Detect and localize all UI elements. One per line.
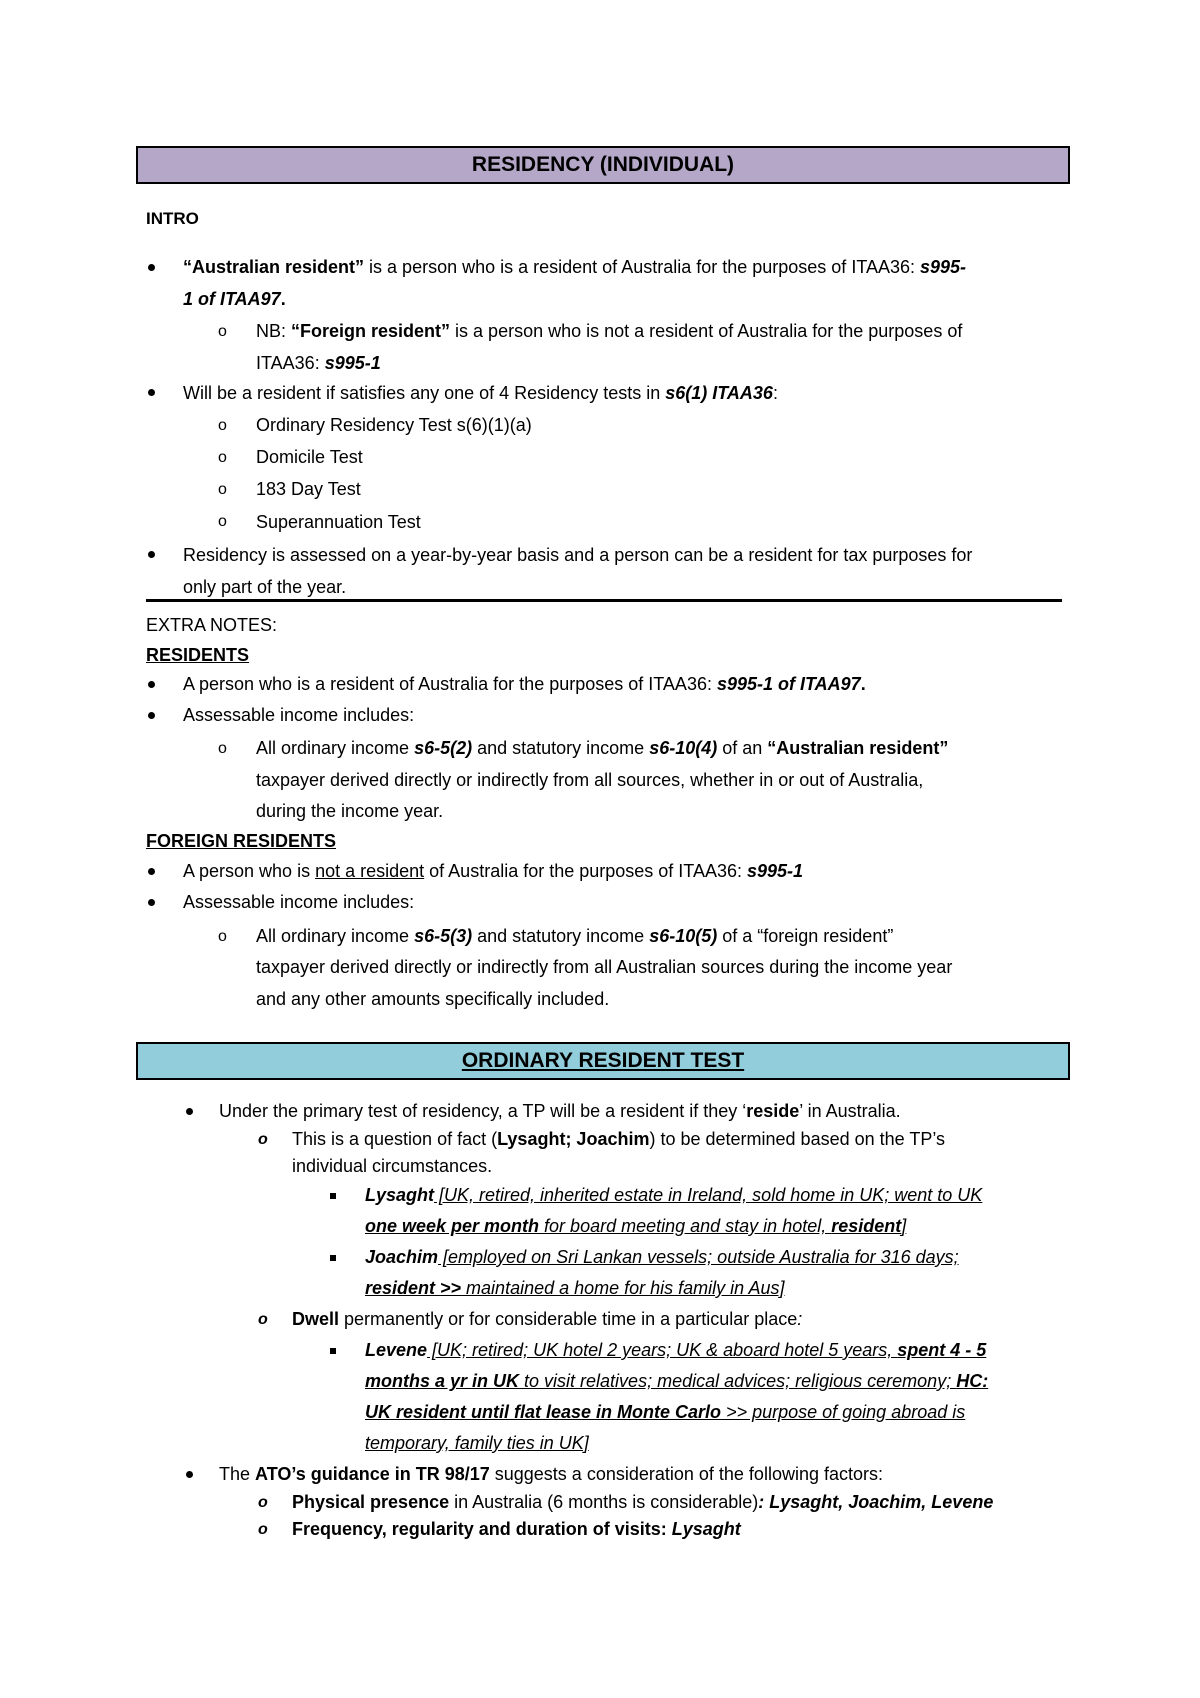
case-lysaght-cont: one week per month for board meeting and stay in hotel, resident] [365,1216,907,1236]
factor-physical-presence: Physical presence in Australia (6 months is considerable): Lysaght, Joachim, Levene [292,1492,994,1512]
foreign-bullet-1: A person who is not a resident of Australia for the purposes of ITAA36: s995-1 [183,861,804,881]
bullet-icon [148,551,155,558]
square-bullet-icon [330,1255,336,1261]
sub-bullet-icon: o [218,323,227,340]
bullet-icon [148,681,155,688]
bullet-icon [148,712,155,719]
test-item: Ordinary Residency Test s(6)(1)(a) [256,415,532,435]
residents-sub-bullet-cont: taxpayer derived directly or indirectly from all sources, whether in or out of Australia, [256,770,924,790]
test-item: 183 Day Test [256,479,361,499]
ord-bullet-1: Under the primary test of residency, a TP will be a resident if they ‘reside’ in Australia. [219,1101,901,1121]
ord-sub-1-cont: individual circumstances. [292,1156,493,1176]
sub-bullet-icon: o [218,417,227,434]
foreign-sub-bullet-cont: and any other amounts specifically included. [256,989,610,1009]
foreign-sub-bullet-cont: taxpayer derived directly or indirectly from all Australian sources during the income year [256,957,953,977]
sub-bullet-icon: o [258,1521,268,1538]
bullet-icon [148,389,155,396]
ord-sub-1: This is a question of fact (Lysaght; Joachim) to be determined based on the TP’s [292,1129,945,1149]
sub-bullet-icon: o [218,928,227,945]
case-joachim: Joachim [employed on Sri Lankan vessels; outside Australia for 316 days; [365,1247,959,1267]
residents-sub-bullet-cont: during the income year. [256,801,444,821]
extra-notes-heading: EXTRA NOTES: [146,615,278,635]
sub-bullet-icon: o [258,1131,268,1148]
factor-frequency: Frequency, regularity and duration of visits: Lysaght [292,1519,741,1539]
intro-bullet-3: Residency is assessed on a year-by-year basis and a person can be a resident for tax purposes for [183,545,973,565]
case-joachim-cont: resident >> maintained a home for his family in Aus] [365,1278,785,1298]
residents-sub-bullet: All ordinary income s6-5(2) and statutory income s6-10(4) of an “Australian resident” [256,738,949,758]
divider-rule [146,599,1062,602]
residents-bullet-1: A person who is a resident of Australia for the purposes of ITAA36: s995-1 of ITAA97. [183,674,866,694]
bullet-icon [148,264,155,271]
ord-sub-2: Dwell permanently or for considerable time in a particular place: [292,1309,803,1329]
foreign-residents-heading: FOREIGN RESIDENTS [146,831,337,851]
sub-bullet-icon: o [218,513,227,530]
case-levene-cont: temporary, family ties in UK] [365,1433,589,1453]
foreign-bullet-2: Assessable income includes: [183,892,415,912]
case-lysaght: Lysaght [UK, retired, inherited estate in Ireland, sold home in UK; went to UK [365,1185,983,1205]
residents-heading: RESIDENTS [146,645,250,665]
case-levene-cont: UK resident until flat lease in Monte Carlo >> purpose of going abroad is [365,1402,966,1422]
bullet-icon [186,1471,193,1478]
bullet-icon [148,868,155,875]
test-item: Domicile Test [256,447,363,467]
intro-bullet-3-cont: only part of the year. [183,577,347,597]
ord-bullet-2: The ATO’s guidance in TR 98/17 suggests a consideration of the following factors: [219,1464,883,1484]
square-bullet-icon [330,1348,336,1354]
case-levene: Levene [UK; retired; UK hotel 2 years; UK & aboard hotel 5 years, spent 4 - 5 [365,1340,987,1360]
intro-heading: INTRO [146,209,199,228]
test-item: Superannuation Test [256,512,421,532]
section-header-residency: RESIDENCY (INDIVIDUAL) [136,146,1070,184]
sub-bullet-icon: o [258,1311,268,1328]
case-levene-cont: months a yr in UK to visit relatives; medical advices; religious ceremony; HC: [365,1371,989,1391]
bullet-icon [186,1108,193,1115]
foreign-sub-bullet: All ordinary income s6-5(3) and statutory income s6-10(5) of a “foreign resident” [256,926,894,946]
section-header-ordinary-resident-test: ORDINARY RESIDENT TEST [136,1042,1070,1080]
sub-bullet-icon: o [258,1494,268,1511]
intro-bullet-1: “Australian resident” is a person who is a resident of Australia for the purposes of ITAA36: s995- [183,257,967,277]
residents-bullet-2: Assessable income includes: [183,705,415,725]
intro-bullet-1-cont: 1 of ITAA97. [183,289,286,309]
intro-bullet-2: Will be a resident if satisfies any one of 4 Residency tests in s6(1) ITAA36: [183,383,778,403]
intro-sub-bullet-1-cont: ITAA36: s995-1 [256,353,381,373]
bullet-icon [148,899,155,906]
sub-bullet-icon: o [218,481,227,498]
square-bullet-icon [330,1193,336,1199]
intro-sub-bullet-1: NB: “Foreign resident” is a person who is not a resident of Australia for the purposes of [256,321,963,341]
sub-bullet-icon: o [218,449,227,466]
sub-bullet-icon: o [218,740,227,757]
